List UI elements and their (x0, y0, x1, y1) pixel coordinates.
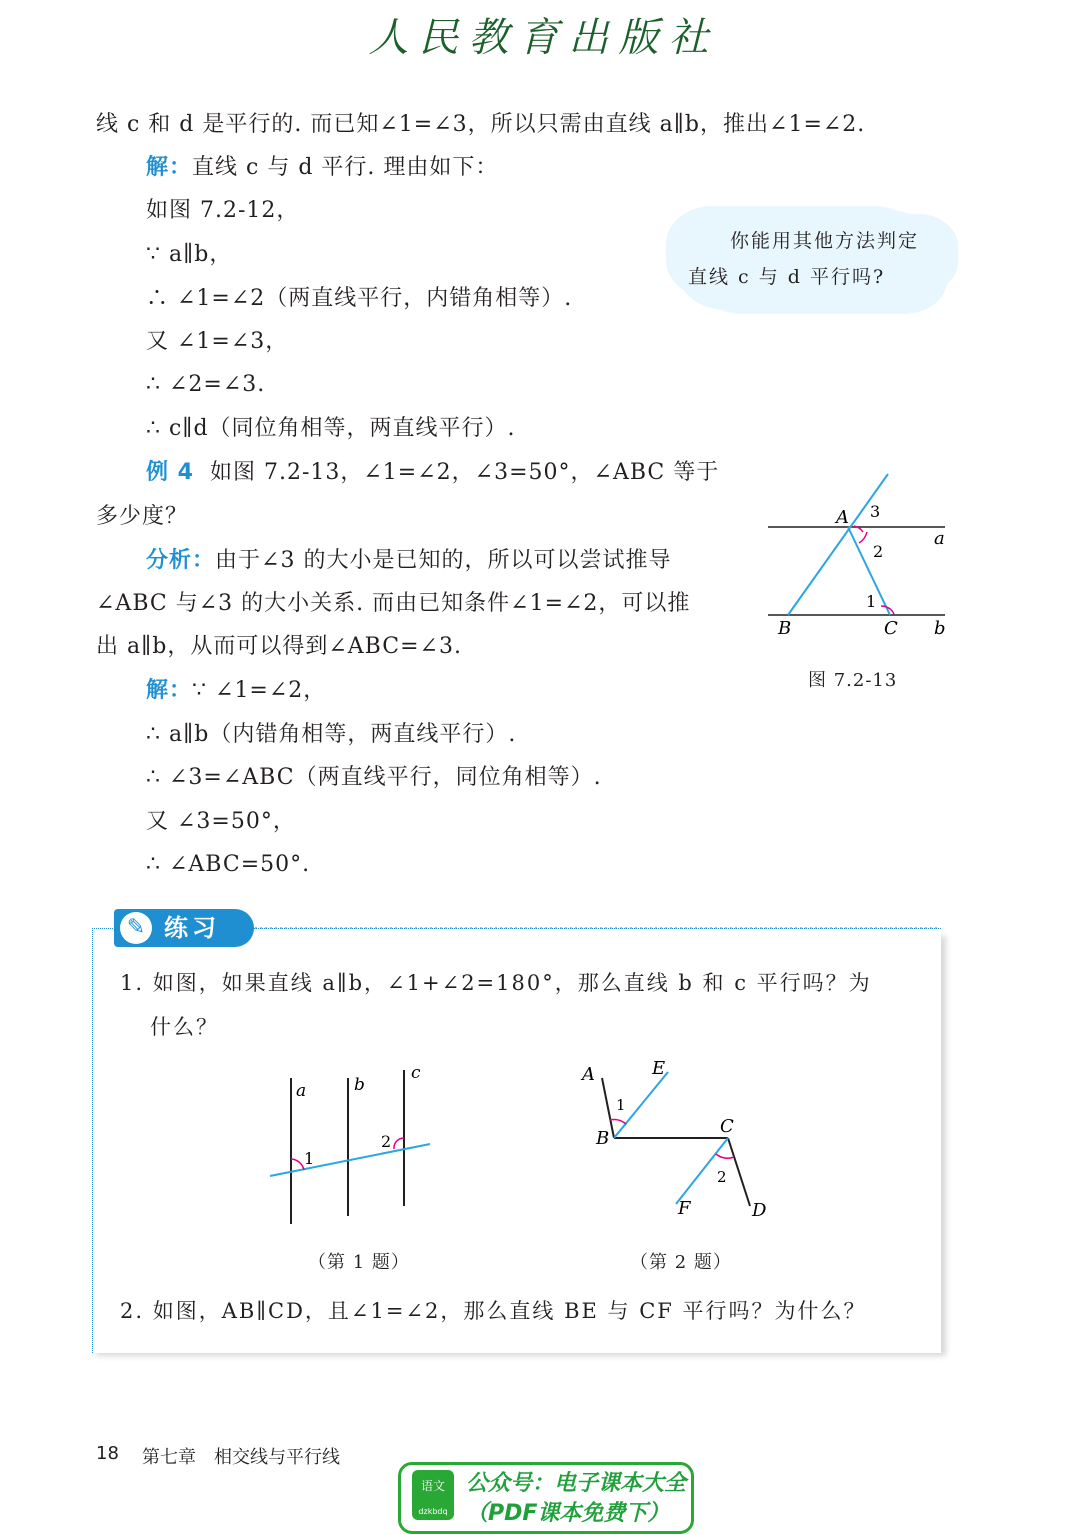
practice-figure-2 (570, 1050, 780, 1230)
practice-divider (240, 926, 940, 930)
question-1-cont: 什么？ (150, 1015, 219, 1039)
example-label: 例 4 (146, 460, 194, 485)
cloud-line-1: 你能用其他方法判定 (730, 230, 920, 252)
badge-small: dzkbdq (418, 1507, 448, 1516)
solution-step: ∵ a∥b， (146, 242, 233, 267)
label-1: 1 (304, 1149, 315, 1168)
solution-step: ∴ ∠2=∠3. (146, 372, 266, 397)
solution-2 (146, 676, 326, 706)
badge-line-1: 公众号：电子课本大全 (466, 1471, 687, 1496)
label-2: 2 (717, 1168, 727, 1186)
solution-label: 解： (146, 678, 193, 703)
thought-cloud (676, 210, 938, 310)
angle-2-mark (859, 532, 867, 543)
label-B: B (778, 618, 792, 639)
analysis (146, 546, 671, 576)
solution-step: ∴ a∥b（内错角相等，两直线平行）. (146, 722, 517, 747)
label-C: C (720, 1116, 734, 1137)
angle-2-mark (716, 1154, 734, 1158)
analysis-text-2: ∠ABC 与∠3 的大小关系. 而由已知条件∠1=∠2，可以推 (96, 591, 691, 616)
chapter-title: 第七章 相交线与平行线 (142, 1447, 340, 1468)
label-c: c (411, 1063, 421, 1083)
book-icon (412, 1470, 454, 1520)
solution-step: 如图 7.2-12， (146, 198, 300, 223)
fig1-caption: （第 1 题） (308, 1252, 410, 1273)
solution-step: ∴ c∥d（同位角相等，两直线平行）. (146, 416, 516, 441)
solution-intro: 直线 c 与 d 平行. 理由如下： (192, 155, 499, 180)
example-text-2: 多少度？ (96, 504, 189, 529)
solution-label: 解： (146, 155, 193, 180)
badge-icon-text: 语文 (420, 1479, 445, 1493)
label-a: a (934, 528, 945, 549)
label-2: 2 (873, 542, 884, 561)
label-F: F (678, 1198, 691, 1219)
label-b: b (354, 1075, 365, 1095)
solution-step: ∴ ∠ABC=50°. (146, 852, 311, 877)
badge-line-2: （PDF课本免费下） (466, 1501, 670, 1526)
label-2: 2 (381, 1132, 392, 1151)
solution-step: ∴ ∠3=∠ABC（两直线平行，同位角相等）. (146, 765, 602, 790)
label-B: B (596, 1128, 610, 1149)
solution-1 (146, 153, 498, 183)
label-A: A (836, 507, 849, 528)
pencil-icon: ✎ (120, 912, 152, 944)
example-4 (146, 458, 719, 488)
continuation-line: 线 c 和 d 是平行的. 而已知∠1=∠3，所以只需由直线 a∥b，推出∠1=∠2. (96, 112, 866, 137)
page-number: 18 (96, 1443, 119, 1464)
figure-7-2-13 (760, 468, 960, 648)
analysis-label: 分析： (146, 548, 216, 573)
label-A: A (582, 1064, 595, 1085)
question-1: 1. 如图，如果直线 a∥b，∠1+∠2=180°，那么直线 b 和 c 平行吗？为 (120, 971, 872, 995)
practice-title: 练习 (164, 914, 220, 942)
analysis-text-3: 出 a∥b，从而可以得到∠ABC=∠3. (96, 634, 462, 659)
example-text: 如图 7.2-13，∠1=∠2，∠3=50°，∠ABC 等于 (209, 460, 720, 485)
solution-step: ∴ ∠1=∠2（两直线平行，内错角相等）. (146, 286, 573, 311)
label-1: 1 (616, 1096, 626, 1114)
cloud-line-2: 直线 c 与 d 平行吗? (688, 266, 886, 288)
practice-figure-1 (260, 1060, 450, 1230)
fig2-caption: （第 2 题） (630, 1252, 732, 1273)
publisher-logo: 人民教育出版社 (368, 15, 719, 61)
segment-cd (728, 1138, 750, 1206)
angle-1-mark (291, 1159, 304, 1170)
label-a: a (296, 1081, 307, 1101)
angle-1-mark (610, 1120, 626, 1124)
solution-step: ∵ ∠1=∠2， (192, 678, 327, 703)
label-1: 1 (866, 592, 877, 611)
analysis-text: 由于∠3 的大小是已知的，所以可以尝试推导 (215, 548, 672, 573)
question-2: 2. 如图，AB∥CD，且∠1=∠2，那么直线 BE 与 CF 平行吗？为什么？ (120, 1299, 867, 1323)
label-D: D (752, 1200, 767, 1221)
label-C: C (884, 618, 898, 639)
figure-caption: 图 7.2-13 (808, 670, 898, 691)
solution-step: 又 ∠1=∠3， (146, 329, 289, 354)
label-E: E (652, 1058, 666, 1079)
angle-2-mark (394, 1138, 404, 1149)
label-3: 3 (870, 502, 881, 521)
label-b: b (934, 618, 946, 639)
solution-step: 又 ∠3=50°， (146, 809, 296, 834)
